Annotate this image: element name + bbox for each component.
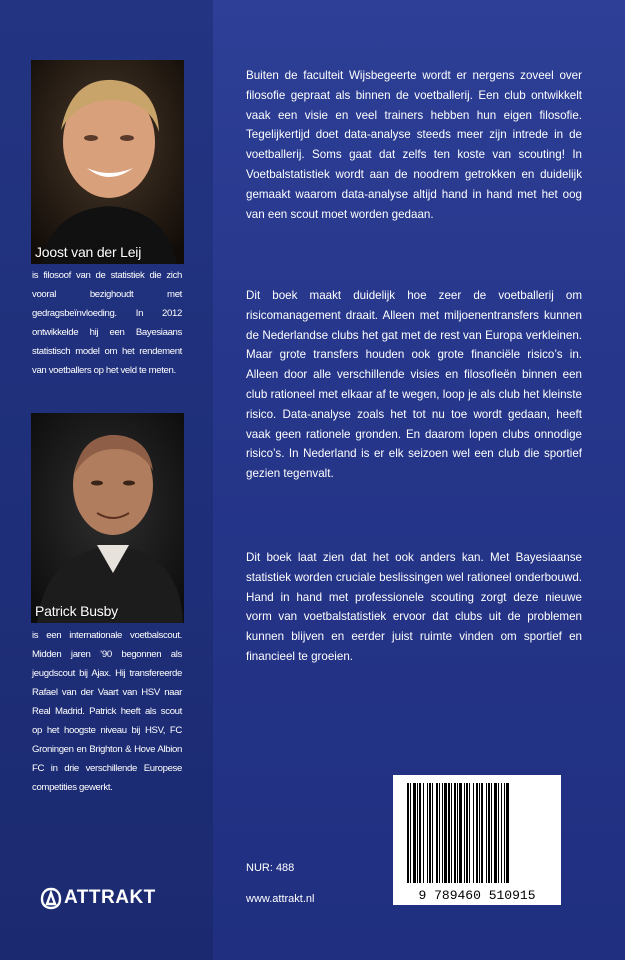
barcode-bar bbox=[423, 783, 424, 883]
barcode-bar bbox=[488, 783, 490, 883]
barcode-bar bbox=[454, 783, 456, 883]
blurb-paragraph-1: Buiten de faculteit Wijsbegeerte wordt er nergens zoveel over filosofie gepraat als binnen de voetballerij. Een club ontwikkelt vaak een visie en veel trainers hebben hun eigen filosofie. Tegelijkertijd doet data-analyse steeds meer zijn intrede in de voetballerij. Soms gaat dat zelfs ten koste van scouting! In Voetbalstatistiek wordt aan de noodrem getrokken en duidelijk gemaakt waarom data-analyse altijd hand in hand met het oog van een scout moet worden gedaan. bbox=[246, 69, 582, 221]
author-portrait-patrick bbox=[31, 413, 184, 623]
barcode-bar bbox=[501, 783, 502, 883]
barcode-bar bbox=[457, 783, 458, 883]
isbn-digits: 9 789460 510915 bbox=[418, 888, 536, 903]
barcode-bar bbox=[448, 783, 450, 883]
barcode-bar bbox=[498, 783, 499, 883]
barcode-bar bbox=[407, 783, 409, 883]
barcode-graphic bbox=[393, 775, 561, 905]
isbn-barcode bbox=[393, 775, 561, 905]
barcode-bar bbox=[417, 783, 418, 883]
author-photo-patrick bbox=[31, 413, 184, 623]
author-photo-joost bbox=[31, 60, 184, 264]
barcode-bar bbox=[491, 783, 492, 883]
barcode-bar bbox=[476, 783, 478, 883]
author-portrait-joost bbox=[31, 60, 184, 264]
barcode-bar bbox=[439, 783, 440, 883]
barcode-bar bbox=[494, 783, 497, 883]
barcode-bar bbox=[444, 783, 447, 883]
barcode-bar bbox=[506, 783, 509, 883]
barcode-bar bbox=[473, 783, 474, 883]
barcode-bar bbox=[459, 783, 462, 883]
author-name-patrick: Patrick Busby bbox=[35, 603, 118, 619]
barcode-bar bbox=[413, 783, 416, 883]
barcode-bar bbox=[469, 783, 470, 883]
barcode-bar bbox=[427, 783, 428, 883]
blurb-paragraph-2: Dit boek maakt duidelijk hoe zeer de voetballerij om risicomanagement draait. Alleen met miljoenentransfers kunnen de Nederlandse clubs het gat met de rest van Europa verkleinen. Maar grote transfers houden ook grote financiële risico’s in. Alleen door alle verschillende visies en filosofieën binnen een club rationeel met elkaar af te wegen, loop je als club het kleinste risico. Data-analyse zoals het tot nu toe wordt gedaan, heeft vaak geen rationele gronden. En daarom lopen clubs onnodige risico’s. In Nederland is er elk seizoen wel een club die sportief gezien tegenvalt. bbox=[246, 289, 582, 481]
barcode-bar bbox=[436, 783, 438, 883]
publisher-name: ATTRAKT bbox=[64, 887, 156, 908]
author-bio-patrick: is een internationale voetbalscout. Midden jaren ’90 begonnen als jeugdscout bij Ajax. Hij transfereerde Rafael van der Vaart van HSV naar Real Madrid. Patrick heeft als scout op het hoogste niveau bij HSV, FC Groningen en Brighton & Hove Albion FC in drie verschillende Europese competities gewerkt. bbox=[32, 630, 182, 793]
barcode-bar bbox=[432, 783, 433, 883]
barcode-bar bbox=[481, 783, 483, 883]
author-name-joost: Joost van der Leij bbox=[35, 244, 142, 260]
publisher-logo bbox=[40, 885, 156, 911]
barcode-bar bbox=[466, 783, 468, 883]
barcode-bar bbox=[410, 783, 411, 883]
barcode-bar bbox=[504, 783, 505, 883]
nur-code: NUR: 488 bbox=[246, 862, 295, 874]
blurb-paragraph-3: Dit boek laat zien dat het ook anders kan. Met Bayesiaanse statistiek worden cruciale beslissingen wel rationeel onderbouwd. Hand in hand met professionele scouting zorgt deze nieuwe vorm van voetbalstatistiek ervoor dat clubs uit de problemen kunnen blijven en eerder juist ruimte vinden om sportief en financieel te groeien. bbox=[246, 551, 582, 663]
attrakt-logo-icon bbox=[40, 886, 62, 910]
barcode-bar bbox=[486, 783, 487, 883]
publisher-url[interactable]: www.attrakt.nl bbox=[246, 893, 315, 905]
barcode-bar bbox=[451, 783, 452, 883]
author-bio-joost: is filosoof van de statistiek die zich vooral bezighoudt met gedragsbeïnvloeding. In 2012 ontwikkelde hij een Bayesiaans statistisch model om het rendement van voetballers op het veld te meten. bbox=[32, 270, 182, 376]
barcode-bar bbox=[442, 783, 443, 883]
barcode-bar bbox=[429, 783, 431, 883]
barcode-bar bbox=[479, 783, 480, 883]
barcode-bar bbox=[464, 783, 465, 883]
barcode-bar bbox=[419, 783, 421, 883]
